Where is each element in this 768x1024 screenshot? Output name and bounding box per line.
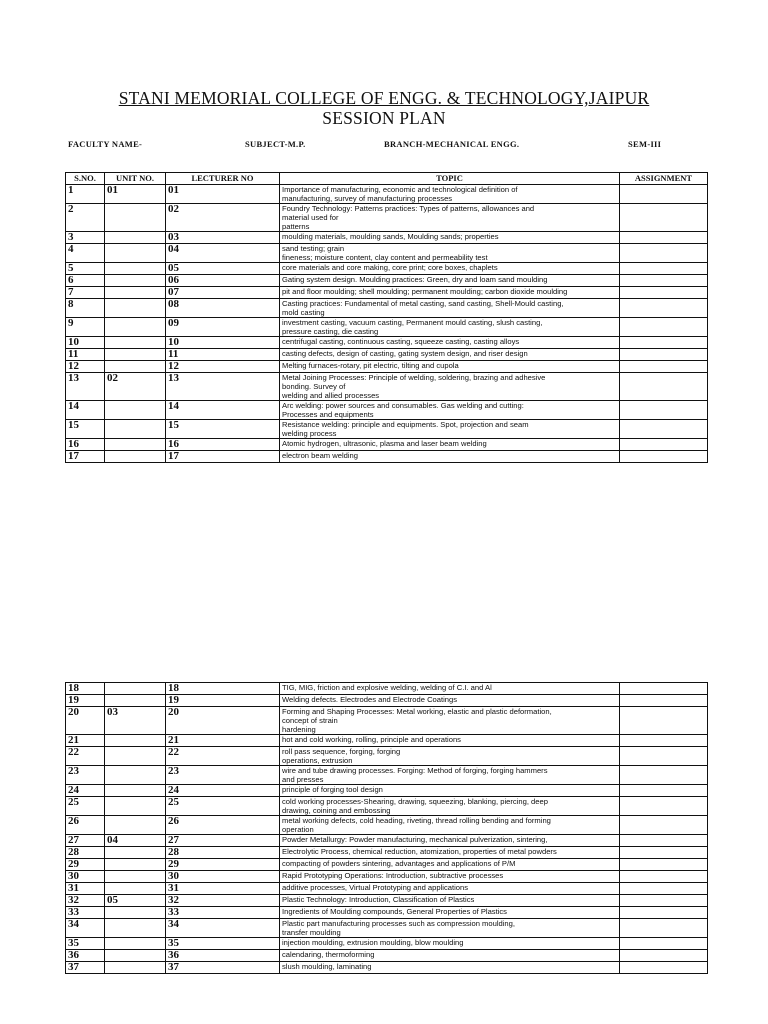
table-row (66, 451, 708, 463)
row-topic: calendaring, thermoforming (280, 950, 620, 962)
row-sno: 3 (66, 232, 105, 244)
row-unit (105, 695, 166, 707)
subject-label: SUBJECT-M.P. (245, 139, 306, 149)
row-lecture: 17 (166, 451, 280, 463)
table-row (66, 420, 708, 439)
row-unit (105, 401, 166, 420)
row-lecture: 24 (166, 785, 280, 797)
row-sno: 33 (66, 907, 105, 919)
row-unit (105, 337, 166, 349)
row-lecture: 11 (166, 349, 280, 361)
row-assignment (620, 275, 708, 287)
row-topic: Importance of manufacturing, economic and technological definition of manufacturing, survey of manufacturing processes (280, 185, 620, 204)
branch-label: BRANCH-MECHANICAL ENGG. (384, 139, 520, 149)
row-unit (105, 919, 166, 938)
table-row (66, 785, 708, 797)
table-row (66, 299, 708, 318)
row-unit: 03 (105, 707, 166, 735)
row-unit (105, 962, 166, 974)
table-row (66, 907, 708, 919)
row-topic: Powder Metallurgy: Powder manufacturing, mechanical pulverization, sintering, (280, 835, 620, 847)
row-assignment (620, 950, 708, 962)
row-assignment (620, 373, 708, 401)
table-row (66, 707, 708, 735)
row-topic: investment casting, vacuum casting, Permanent mould casting, slush casting, pressure casting, die casting (280, 318, 620, 337)
row-lecture: 26 (166, 816, 280, 835)
row-topic: Resistance welding: principle and equipments. Spot, projection and seam welding process (280, 420, 620, 439)
table-row (66, 895, 708, 907)
row-sno: 31 (66, 883, 105, 895)
row-topic: Welding defects. Electrodes and Electrode Coatings (280, 695, 620, 707)
row-topic: metal working defects, cold heading, riveting, thread rolling bending and forming operation (280, 816, 620, 835)
row-sno: 12 (66, 361, 105, 373)
column-header-unit: UNIT NO. (105, 173, 166, 185)
row-unit (105, 735, 166, 747)
table-row (66, 883, 708, 895)
row-sno: 30 (66, 871, 105, 883)
row-assignment (620, 919, 708, 938)
row-unit (105, 318, 166, 337)
row-sno: 24 (66, 785, 105, 797)
row-topic: Plastic part manufacturing processes such as compression moulding, transfer moulding (280, 919, 620, 938)
row-topic: principle of forging tool design (280, 785, 620, 797)
row-topic: Arc welding: power sources and consumables. Gas welding and cutting: Processes and equipments (280, 401, 620, 420)
row-assignment (620, 401, 708, 420)
table-row (66, 797, 708, 816)
row-lecture: 15 (166, 420, 280, 439)
row-topic: additive processes, Virtual Prototyping and applications (280, 883, 620, 895)
row-sno: 11 (66, 349, 105, 361)
row-assignment (620, 962, 708, 974)
row-lecture: 06 (166, 275, 280, 287)
row-unit (105, 349, 166, 361)
row-unit (105, 683, 166, 695)
row-sno: 13 (66, 373, 105, 401)
row-sno: 5 (66, 263, 105, 275)
row-lecture: 12 (166, 361, 280, 373)
table-row (66, 287, 708, 299)
row-sno: 25 (66, 797, 105, 816)
row-topic: pit and floor moulding; shell moulding; permanent moulding; carbon dioxide moulding (280, 287, 620, 299)
column-header-sno: S.NO. (66, 173, 105, 185)
table-row (66, 232, 708, 244)
row-lecture: 29 (166, 859, 280, 871)
row-sno: 7 (66, 287, 105, 299)
row-lecture: 13 (166, 373, 280, 401)
document-title: SESSION PLAN (322, 108, 446, 128)
semester-label: SEM-III (628, 139, 662, 149)
row-assignment (620, 439, 708, 451)
table-row (66, 373, 708, 401)
row-lecture: 14 (166, 401, 280, 420)
row-assignment (620, 349, 708, 361)
row-topic: electron beam welding (280, 451, 620, 463)
row-assignment (620, 766, 708, 785)
table-row (66, 318, 708, 337)
row-unit (105, 747, 166, 766)
table-row (66, 859, 708, 871)
row-assignment (620, 337, 708, 349)
row-sno: 16 (66, 439, 105, 451)
row-topic: Forming and Shaping Processes: Metal working, elastic and plastic deformation, concept of strain hardening (280, 707, 620, 735)
row-assignment (620, 318, 708, 337)
row-lecture: 23 (166, 766, 280, 785)
row-lecture: 02 (166, 204, 280, 232)
row-sno: 27 (66, 835, 105, 847)
row-topic: injection moulding, extrusion moulding, blow moulding (280, 938, 620, 950)
row-unit (105, 907, 166, 919)
row-assignment (620, 204, 708, 232)
row-assignment (620, 287, 708, 299)
row-topic: wire and tube drawing processes. Forging: Method of forging, forging hammers and presses (280, 766, 620, 785)
row-lecture: 22 (166, 747, 280, 766)
row-unit (105, 883, 166, 895)
row-unit (105, 420, 166, 439)
row-topic: moulding materials, moulding sands, Moulding sands; properties (280, 232, 620, 244)
row-topic: Metal Joining Processes: Principle of welding, soldering, brazing and adhesive bonding. Survey of welding and allied processes (280, 373, 620, 401)
row-topic: Melting furnaces-rotary, pit electric, tilting and cupola (280, 361, 620, 373)
table-row (66, 962, 708, 974)
table-row (66, 950, 708, 962)
row-unit (105, 938, 166, 950)
row-topic: sand testing; grain fineness; moisture content, clay content and permeability test (280, 244, 620, 263)
row-unit (105, 816, 166, 835)
row-assignment (620, 244, 708, 263)
table-row (66, 185, 708, 204)
table-row (66, 361, 708, 373)
row-unit (105, 232, 166, 244)
row-unit (105, 204, 166, 232)
table-row (66, 275, 708, 287)
row-assignment (620, 895, 708, 907)
table-row (66, 439, 708, 451)
session-plan-table-part-1 (65, 172, 708, 463)
table-header-row (66, 173, 708, 185)
row-assignment (620, 707, 708, 735)
row-sno: 2 (66, 204, 105, 232)
row-sno: 20 (66, 707, 105, 735)
row-assignment (620, 185, 708, 204)
row-lecture: 03 (166, 232, 280, 244)
row-sno: 18 (66, 683, 105, 695)
row-lecture: 04 (166, 244, 280, 263)
row-assignment (620, 695, 708, 707)
row-sno: 29 (66, 859, 105, 871)
row-topic: Foundry Technology: Patterns practices: Types of patterns, allowances and material used for patterns (280, 204, 620, 232)
row-assignment (620, 747, 708, 766)
faculty-name-label: FACULTY NAME- (68, 139, 143, 149)
row-sno: 21 (66, 735, 105, 747)
row-unit (105, 299, 166, 318)
table-row (66, 204, 708, 232)
row-lecture: 27 (166, 835, 280, 847)
row-assignment (620, 859, 708, 871)
row-sno: 15 (66, 420, 105, 439)
row-assignment (620, 907, 708, 919)
row-topic: core materials and core making, core print; core boxes, chaplets (280, 263, 620, 275)
row-sno: 32 (66, 895, 105, 907)
row-topic: Atomic hydrogen, ultrasonic, plasma and laser beam welding (280, 439, 620, 451)
row-assignment (620, 735, 708, 747)
row-sno: 34 (66, 919, 105, 938)
row-topic: centrifugal casting, continuous casting, squeeze casting, casting alloys (280, 337, 620, 349)
row-assignment (620, 847, 708, 859)
row-assignment (620, 871, 708, 883)
row-topic: Electrolytic Process, chemical reduction, atomization, properties of metal powders (280, 847, 620, 859)
row-topic: Plastic Technology: Introduction, Classification of Plastics (280, 895, 620, 907)
row-sno: 17 (66, 451, 105, 463)
row-topic: Rapid Prototyping Operations: Introduction, subtractive processes (280, 871, 620, 883)
row-sno: 37 (66, 962, 105, 974)
row-assignment (620, 263, 708, 275)
row-topic: hot and cold working, rolling, principle and operations (280, 735, 620, 747)
row-sno: 8 (66, 299, 105, 318)
row-lecture: 37 (166, 962, 280, 974)
row-unit (105, 439, 166, 451)
row-unit (105, 275, 166, 287)
row-unit (105, 287, 166, 299)
row-topic: slush moulding, laminating (280, 962, 620, 974)
row-sno: 19 (66, 695, 105, 707)
row-lecture: 33 (166, 907, 280, 919)
row-topic: Gating system design. Moulding practices: Green, dry and loam sand moulding (280, 275, 620, 287)
row-sno: 14 (66, 401, 105, 420)
table-row (66, 816, 708, 835)
row-lecture: 34 (166, 919, 280, 938)
table-row (66, 337, 708, 349)
row-assignment (620, 232, 708, 244)
row-lecture: 20 (166, 707, 280, 735)
row-unit (105, 451, 166, 463)
row-sno: 35 (66, 938, 105, 950)
row-unit (105, 263, 166, 275)
row-lecture: 36 (166, 950, 280, 962)
row-sno: 22 (66, 747, 105, 766)
table-row (66, 401, 708, 420)
row-lecture: 10 (166, 337, 280, 349)
table-row (66, 938, 708, 950)
row-unit: 05 (105, 895, 166, 907)
row-assignment (620, 299, 708, 318)
row-assignment (620, 361, 708, 373)
row-lecture: 18 (166, 683, 280, 695)
row-assignment (620, 451, 708, 463)
row-sno: 1 (66, 185, 105, 204)
column-header-assignment: ASSIGNMENT (620, 173, 708, 185)
row-assignment (620, 835, 708, 847)
table-row (66, 835, 708, 847)
row-lecture: 05 (166, 263, 280, 275)
row-sno: 6 (66, 275, 105, 287)
row-unit: 02 (105, 373, 166, 401)
table-row (66, 695, 708, 707)
row-sno: 36 (66, 950, 105, 962)
row-lecture: 19 (166, 695, 280, 707)
table-row (66, 871, 708, 883)
row-assignment (620, 683, 708, 695)
row-lecture: 09 (166, 318, 280, 337)
college-name: STANI MEMORIAL COLLEGE OF ENGG. & TECHNOLOGY,JAIPUR (118, 88, 650, 108)
row-unit: 01 (105, 185, 166, 204)
row-topic: cold working processes-Shearing, drawing, squeezing, blanking, piercing, deep drawing, coining and embossing (280, 797, 620, 816)
row-topic: roll pass sequence, forging, forging operations, extrusion (280, 747, 620, 766)
table-row (66, 735, 708, 747)
row-unit (105, 871, 166, 883)
table-row (66, 847, 708, 859)
row-sno: 26 (66, 816, 105, 835)
row-lecture: 32 (166, 895, 280, 907)
row-sno: 10 (66, 337, 105, 349)
row-unit (105, 766, 166, 785)
row-assignment (620, 938, 708, 950)
row-unit (105, 847, 166, 859)
row-assignment (620, 797, 708, 816)
row-lecture: 21 (166, 735, 280, 747)
row-lecture: 08 (166, 299, 280, 318)
session-plan-table-part-2 (65, 682, 708, 974)
row-sno: 4 (66, 244, 105, 263)
row-unit (105, 859, 166, 871)
table-row (66, 683, 708, 695)
row-lecture: 16 (166, 439, 280, 451)
row-unit: 04 (105, 835, 166, 847)
row-sno: 28 (66, 847, 105, 859)
row-topic: Casting practices: Fundamental of metal casting, sand casting, Shell-Mould casting, mold casting (280, 299, 620, 318)
row-unit (105, 244, 166, 263)
column-header-topic: TOPIC (280, 173, 620, 185)
row-unit (105, 361, 166, 373)
table-row (66, 244, 708, 263)
row-unit (105, 785, 166, 797)
row-unit (105, 797, 166, 816)
table-row (66, 263, 708, 275)
row-sno: 23 (66, 766, 105, 785)
row-unit (105, 950, 166, 962)
row-assignment (620, 883, 708, 895)
row-topic: Ingredients of Moulding compounds, General Properties of Plastics (280, 907, 620, 919)
row-lecture: 30 (166, 871, 280, 883)
row-assignment (620, 785, 708, 797)
row-assignment (620, 420, 708, 439)
table-row (66, 919, 708, 938)
row-topic: compacting of powders sintering, advantages and applications of P/M (280, 859, 620, 871)
row-lecture: 28 (166, 847, 280, 859)
row-topic: TIG, MIG, friction and explosive welding, welding of C.I. and Al (280, 683, 620, 695)
row-lecture: 07 (166, 287, 280, 299)
table-row (66, 349, 708, 361)
table-row (66, 747, 708, 766)
row-topic: casting defects, design of casting, gating system design, and riser design (280, 349, 620, 361)
row-lecture: 25 (166, 797, 280, 816)
row-lecture: 31 (166, 883, 280, 895)
row-sno: 9 (66, 318, 105, 337)
column-header-lecture: LECTURER NO (166, 173, 280, 185)
row-assignment (620, 816, 708, 835)
row-lecture: 01 (166, 185, 280, 204)
table-row (66, 766, 708, 785)
row-lecture: 35 (166, 938, 280, 950)
